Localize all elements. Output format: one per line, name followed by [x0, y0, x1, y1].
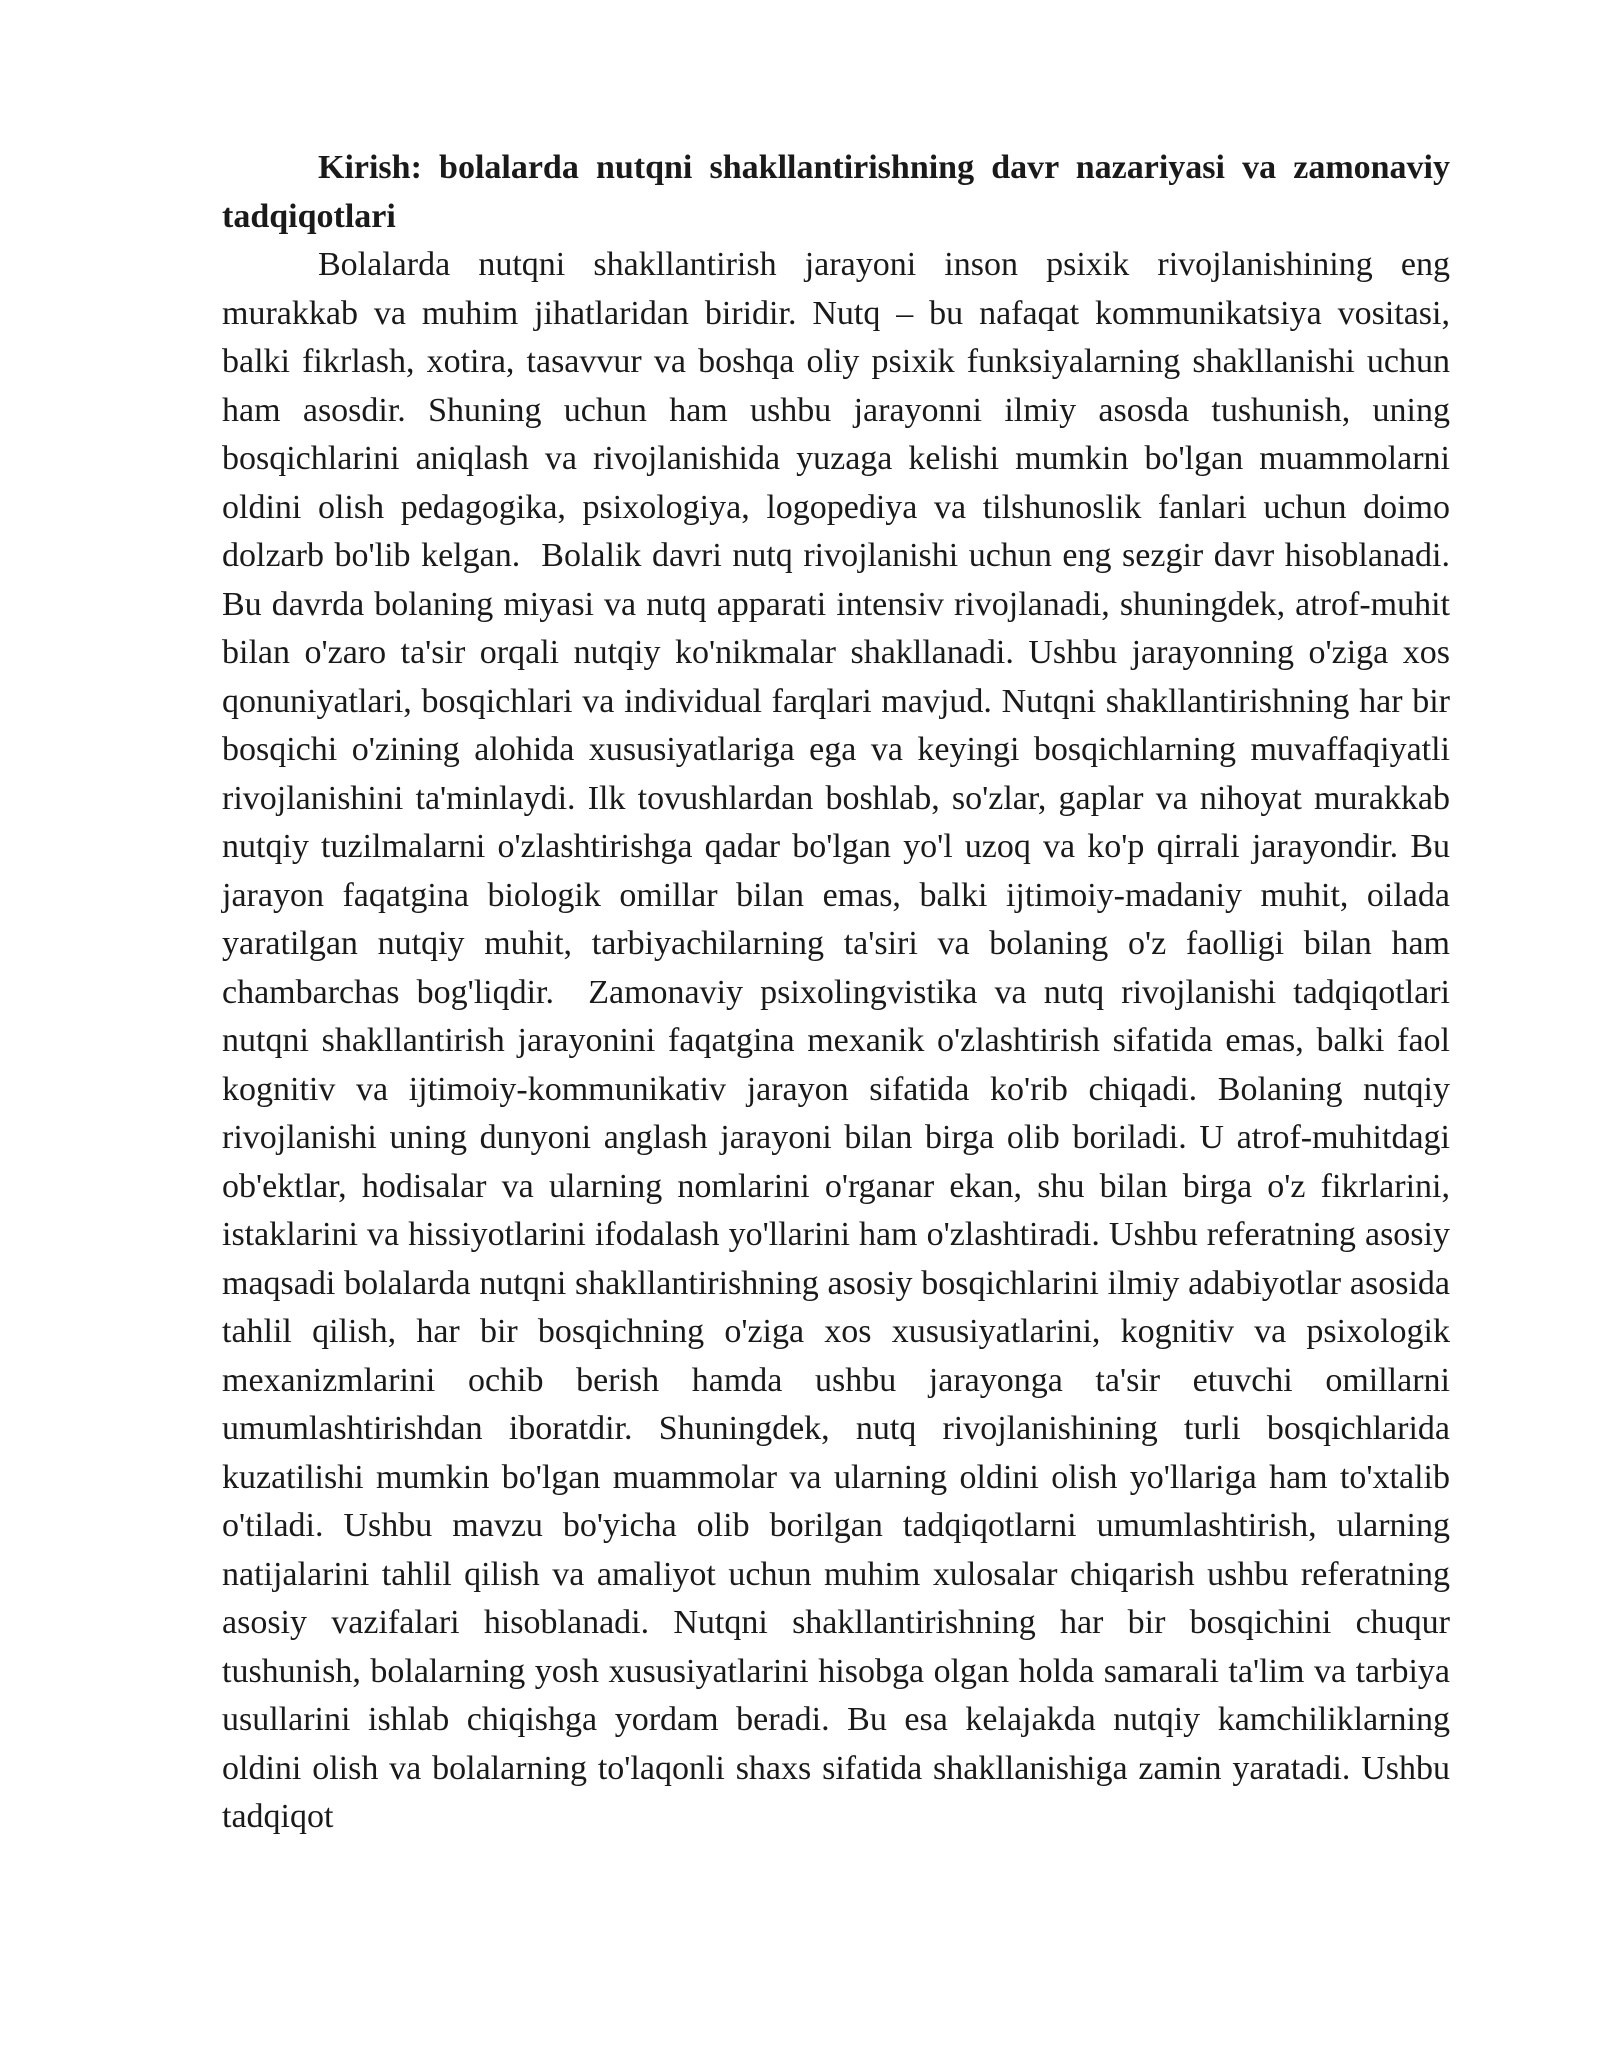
document-page: [222, 144, 1459, 1842]
section-heading: Kirish: bolalarda nutqni shakllantirishning davr nazariyasi va zamonaviy tadqiqotlari: [222, 149, 1450, 235]
body-paragraph: Bolalarda nutqni shakllantirish jarayoni inson psixik rivojlanishining eng murakkab va muhim jihatlaridan biridir. Nutq – bu nafaqat kommunikatsiya vositasi, balki fikrlash, xotira, tasavvur va boshqa oliy psixik funksiyalarning shakllanishi uchun ham asosdir. Shuning uchun ham ushbu jarayonni ilmiy asosda tushunish, uning bosqichlarini aniqlash va rivojlanishida yuzaga kelishi mumkin bo'lgan muammolarni oldini olish pedagogika, psixologiya, logopediya va tilshunoslik fanlari uchun doimo dolzarb bo'lib kelgan. Bolalik davri nutq rivojlanishi uchun eng sezgir davr hisoblanadi. Bu davrda bolaning miyasi va nutq apparati intensiv rivojlanadi, shuningdek, atrof-muhit bilan o'zaro ta'sir orqali nutqiy ko'nikmalar shakllanadi. Ushbu jarayonning o'ziga xos qonuniyatlari, bosqichlari va individual farqlari mavjud. Nutqni shakllantirishning har bir bosqichi o'zining alohida xususiyatlariga ega va keyingi bosqichlarning muvaffaqiyatli rivojlanishini ta'minlaydi. Ilk tovushlardan boshlab, so'zlar, gaplar va nihoyat murakkab nutqiy tuzilmalarni o'zlashtirishga qadar bo'lgan yo'l uzoq va ko'p qirrali jarayondir. Bu jarayon faqatgina biologik omillar bilan emas, balki ijtimoiy-madaniy muhit, oilada yaratilgan nutqiy muhit, tarbiyachilarning ta'siri va bolaning o'z faolligi bilan ham chambarchas bog'liqdir. Zamonaviy psixolingvistika va nutq rivojlanishi tadqiqotlari nutqni shakllantirish jarayonini faqatgina mexanik o'zlashtirish sifatida emas, balki faol kognitiv va ijtimoiy-kommunikativ jarayon sifatida ko'rib chiqadi. Bolaning nutqiy rivojlanishi uning dunyoni anglash jarayoni bilan birga olib boriladi. U atrof-muhitdagi ob'ektlar, hodisalar va ularning nomlarini o'rganar ekan, shu bilan birga o'z fikrlarini, istaklarini va hissiyotlarini ifodalash yo'llarini ham o'zlashtiradi. Ushbu referatning asosiy maqsadi bolalarda nutqni shakllantirishning asosiy bosqichlarini ilmiy adabiyotlar asosida tahlil qilish, har bir bosqichning o'ziga xos xususiyatlarini, kognitiv va psixologik mexanizmlarini ochib berish hamda ushbu jarayonga ta'sir etuvchi omillarni umumlashtirishdan iboratdir. Shuningdek, nutq rivojlanishining turli bosqichlarida kuzatilishi mumkin bo'lgan muammolar va ularning oldini olish yo'llariga ham to'xtalib o'tiladi. Ushbu mavzu bo'yicha olib borilgan tadqiqotlarni umumlashtirish, ularning natijalarini tahlil qilish va amaliyot uchun muhim xulosalar chiqarish ushbu referatning asosiy vazifalari hisoblanadi. Nutqni shakllantirishning har bir bosqichini chuqur tushunish, bolalarning yosh xususiyatlarini hisobga olgan holda samarali ta'lim va tarbiya usullarini ishlab chiqishga yordam beradi. Bu esa kelajakda nutqiy kamchiliklarning oldini olish va bolalarning to'laqonli shaxs sifatida shakllanishiga zamin yaratadi. Ushbu tadqiqot: [222, 246, 1459, 1835]
